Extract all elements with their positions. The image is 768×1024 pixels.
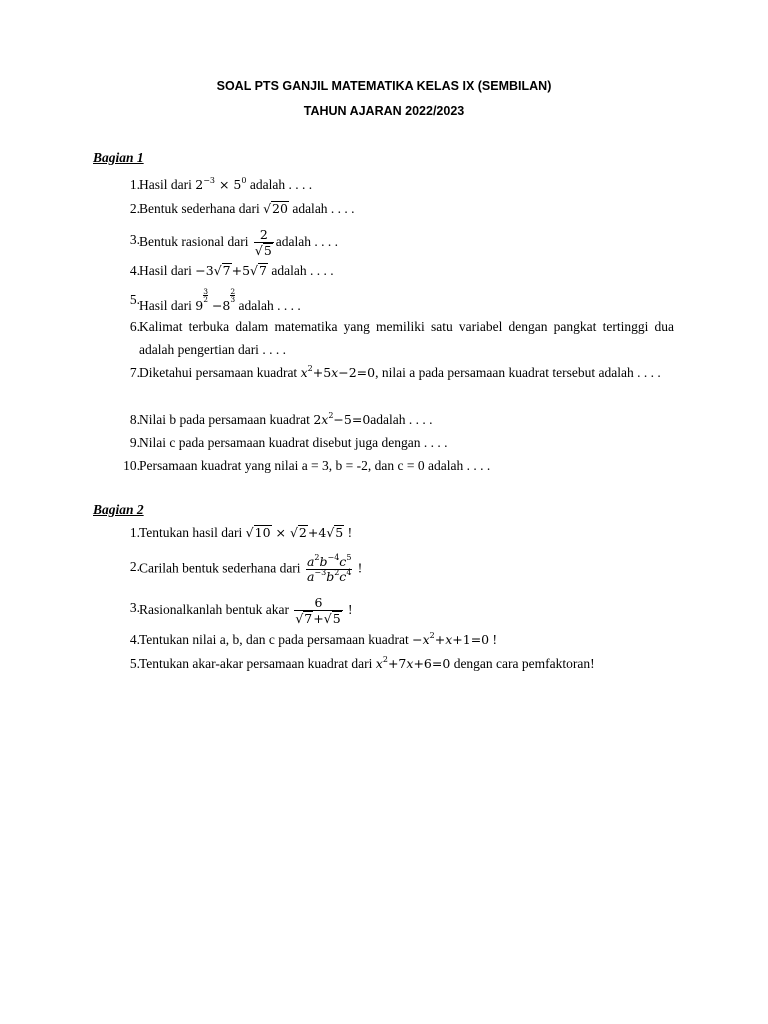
question-text: Diketahui persamaan kuadrat $x^2+5x-2=0$, nilai a pada persamaan kuadrat tersebut adalah . . . . <box>139 364 661 380</box>
school-year: TAHUN AJARAN 2022/2023 <box>303 104 465 118</box>
question-text: Hasil dari 9 $\frac{3}{2}$ −8 $\frac{2}{3}$ adalah . . . . <box>139 287 301 313</box>
question-text: Nilai c pada persamaan kuadrat disebut juga dengan . . . . <box>139 435 448 450</box>
section-heading-bagian-1: Bagian 1 <box>93 150 144 165</box>
question-number: 6. <box>129 319 140 334</box>
question-text: Tentukan nilai a, b, dan c pada persamaan kuadrat $-x^2+x+1=0$ ! <box>139 631 497 647</box>
question-text: Kalimat terbuka dalam matematika yang memiliki satu variabel dengan pangkat tertinggi dua adalah pengertian dari . . . . <box>139 319 674 357</box>
math-expression: $2^{-3} \times 5^0$ <box>195 176 247 192</box>
question-text: Nilai b pada persamaan kuadrat $2x^2-5=0adalah$ . . . . <box>139 411 433 427</box>
math-expression: $\frac{2}{√5}$ <box>254 227 272 258</box>
math-expression: $x^2+5x-2=0$ <box>300 364 376 380</box>
math-expression: $\frac{a^2b^{-4}c^5}{a^{-3}b^2c^4}$ <box>306 553 352 584</box>
question-text: Persamaan kuadrat yang nilai a = 3, b = -2, dan c = 0 adalah . . . . <box>139 458 491 473</box>
math-expression: $x^2+7x+6=0$ <box>375 655 451 671</box>
question-number: 2. <box>129 559 140 574</box>
question-number: 1. <box>129 525 140 540</box>
question-number: 5. <box>129 292 140 307</box>
math-expression: −3√7+5√7 <box>195 263 267 278</box>
math-expression: $-x^2+x+1=0$ <box>412 631 490 647</box>
question-number: 9. <box>129 435 140 450</box>
question-number: 2. <box>129 201 140 216</box>
math-expression: 9 $\frac{3}{2}$ −8 $\frac{2}{3}$ <box>195 287 236 313</box>
question-number: 8. <box>129 412 140 427</box>
question-text: Rasionalkanlah bentuk akar $\frac{6}{√7+√5}$ ! <box>139 595 353 626</box>
question-text: Tentukan hasil dari √10 × √2+4√5 ! <box>139 525 353 540</box>
question-text: Carilah bentuk sederhana dari $\frac{a^2b^{-4}c^5}{a^{-3}b^2c^4}$ ! <box>139 553 363 584</box>
question-text: Bentuk sederhana dari √20 adalah . . . . <box>139 201 355 216</box>
question-number: 7. <box>129 365 140 380</box>
question-number: 3. <box>129 600 140 615</box>
math-expression: √20 <box>263 201 288 216</box>
question-text: Bentuk rasional dari $\frac{2}{√5}$ adalah . . . . <box>139 227 339 258</box>
question-number: 3. <box>129 232 140 247</box>
question-number: 10. <box>123 458 140 473</box>
question-number: 5. <box>129 656 140 671</box>
document-title: SOAL PTS GANJIL MATEMATIKA KELAS IX (SEMBILAN) <box>216 79 552 93</box>
question-number: 4. <box>129 263 140 278</box>
math-expression: $\frac{6}{√7+√5}$ <box>295 595 341 626</box>
question-number: 4. <box>129 632 140 647</box>
math-expression: √10 × √2+4√5 <box>245 525 344 540</box>
question-number: 1. <box>129 177 140 192</box>
question-text: Tentukan akar-akar persamaan kuadrat dari $x^2+7x+6=0$ dengan cara pemfaktoran! <box>139 655 595 671</box>
math-expression: $2x^2-5=0$ <box>313 411 371 427</box>
question-text: Hasil dari $2^{-3} \times 5^0$ adalah . . . . <box>139 176 313 192</box>
question-text: Hasil dari −3√7+5√7 adalah . . . . <box>139 263 334 278</box>
section-heading-bagian-2: Bagian 2 <box>93 502 144 517</box>
